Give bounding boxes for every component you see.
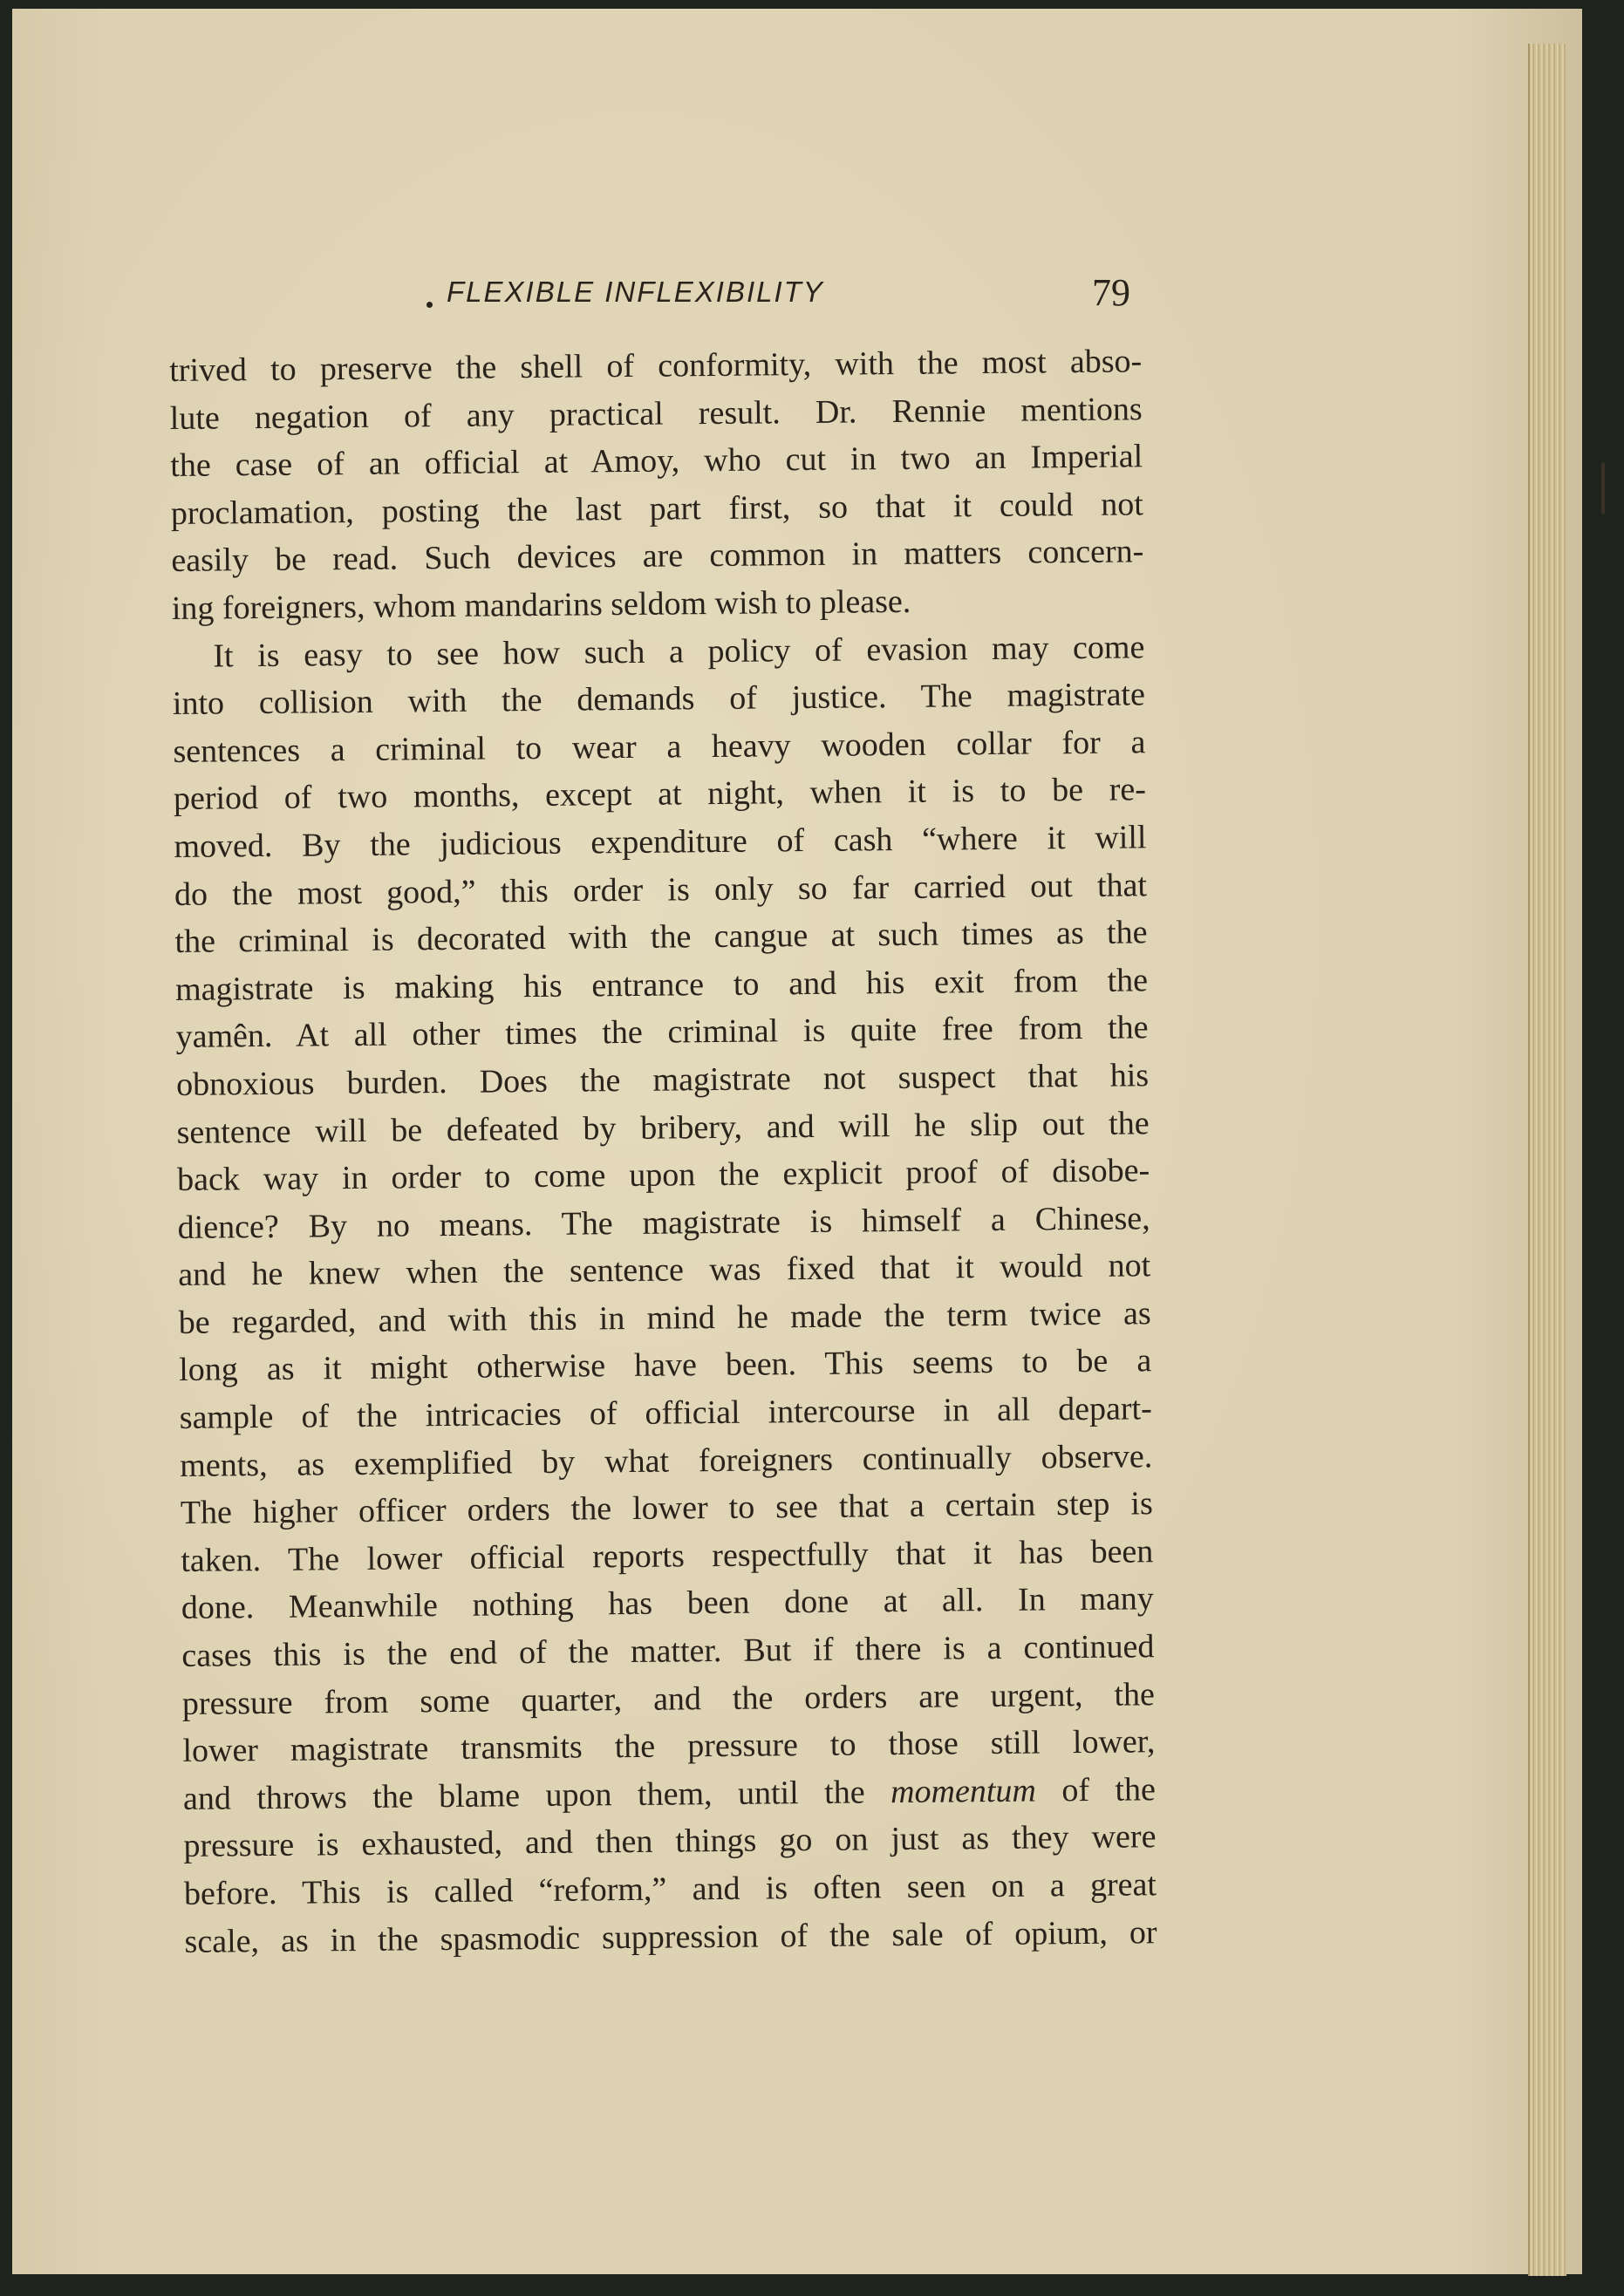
text-line: obnoxious burden. Does the magistrate not suspect that his	[175, 1057, 1150, 1103]
text-line: It is easy to see how such a policy of evasion may come	[213, 628, 1145, 675]
printer-dot	[426, 302, 433, 308]
text-line: sentence will be defeated by bribery, and will he slip out the	[176, 1104, 1150, 1151]
text-line: pressure from some quarter, and the orders are urgent, the	[181, 1675, 1156, 1722]
text-line: sentences a criminal to wear a heavy wooden collar for a	[173, 724, 1146, 770]
text-line: taken. The lower official reports respectfully that it has been	[181, 1533, 1154, 1579]
text-line: be regarded, and with this in mind he made the term twice as	[178, 1295, 1151, 1341]
text-segment: and throws the blame upon them, until the	[182, 1774, 865, 1817]
text-segment: of the	[1061, 1771, 1157, 1809]
text-line: scale, as in the spasmodic suppression of the sale of opium, or	[184, 1913, 1157, 1960]
text-line: trived to preserve the shell of conformity, with the most abso-	[169, 343, 1143, 389]
text-line: do the most good,” this order is only so far carried out that	[174, 866, 1148, 913]
text-line: yamên. At all other times the criminal is quite free from the	[175, 1009, 1149, 1056]
text-line: ing foreigners, whom mandarins seldom wish to please.	[171, 583, 911, 627]
text-line: magistrate is making his entrance to and his exit from the	[174, 961, 1149, 1008]
text-line: The higher officer orders the lower to see that a certain step is	[180, 1485, 1153, 1532]
text-line: dience? By no means. The magistrate is himself a Chinese,	[177, 1199, 1150, 1246]
italic-word: momentum	[890, 1772, 1037, 1810]
margin-mark	[1601, 462, 1605, 514]
text-line: pressure is exhausted, and then things go on just as they were	[183, 1818, 1157, 1865]
running-head	[413, 270, 1146, 323]
text-line: long as it might otherwise have been. This seems to be a	[179, 1342, 1152, 1389]
page-edges	[1528, 44, 1566, 2276]
text-line: sample of the intricacies of official intercourse in all depart-	[179, 1390, 1152, 1437]
text-line: before. This is called “reform,” and is often seen on a great	[183, 1866, 1157, 1912]
text-line: ments, as exemplified by what foreigners continually observe.	[180, 1437, 1153, 1484]
text-line: cases this is the end of the matter. But if there is a continued	[181, 1628, 1155, 1674]
text-line: moved. By the judicious expenditure of cash “where it will	[174, 819, 1147, 865]
text-line: and he knew when the sentence was fixed that it would not	[178, 1247, 1151, 1294]
text-line: the case of an official at Amoy, who cut in two an Imperial	[170, 438, 1143, 485]
text-line: done. Meanwhile nothing has been done at all. In many	[181, 1580, 1155, 1627]
text-line: proclamation, posting the last part first, so that it could not	[170, 486, 1143, 532]
book-page	[12, 9, 1582, 2274]
text-line: back way in order to come upon the explicit proof of disobe-	[176, 1152, 1150, 1199]
text-line: into collision with the demands of justice. The magistrate	[172, 676, 1146, 723]
page-number: 79	[1092, 271, 1130, 314]
text-line: period of two months, except at night, when it is to be re-	[173, 771, 1147, 818]
body-text	[169, 337, 1157, 1966]
text-line: lute negation of any practical result. Dr. Rennie mentions	[169, 390, 1143, 437]
text-line: the criminal is decorated with the cangue at such times as the	[174, 914, 1148, 961]
running-head-title: FLEXIBLE INFLEXIBILITY	[447, 276, 824, 308]
text-line: lower magistrate transmits the pressure to those still lower,	[182, 1723, 1156, 1770]
text-line: easily be read. Such devices are common in matters concern-	[171, 533, 1144, 580]
